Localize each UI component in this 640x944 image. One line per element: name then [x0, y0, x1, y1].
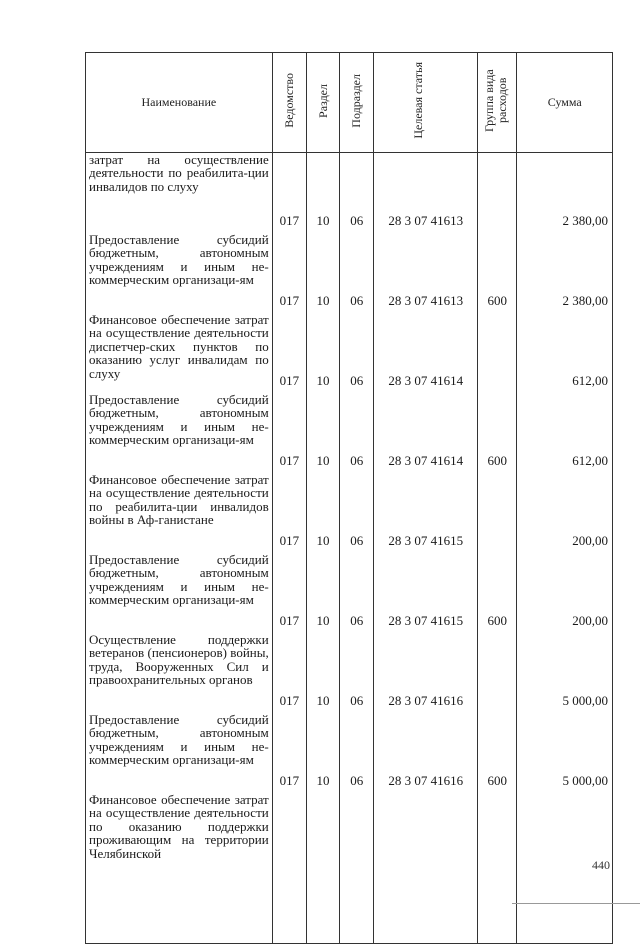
footer-divider: [512, 903, 640, 904]
row-name: Предоставление субсидий бюджетным, автономным учреждениям и иным не-коммерческим организаци-ям: [89, 233, 269, 288]
sum-cell: 5 000,00: [562, 693, 608, 708]
dept-cell: 017: [279, 773, 300, 788]
target-cell: 28 3 07 41613: [388, 213, 464, 228]
subsection-cell: 06: [350, 693, 364, 708]
sum-cell: 612,00: [572, 453, 608, 468]
subsection-cell: 06: [350, 533, 364, 548]
expense-group-cell: [478, 313, 516, 393]
expense-group-cell: [478, 473, 516, 553]
header-dept: Ведомство: [272, 53, 306, 153]
row-name: Осуществление поддержки ветеранов (пенсионеров) войны, труда, Вооруженных Сил и правоохранительных органов: [89, 633, 269, 688]
dept-cell: 017: [279, 373, 300, 388]
sum-cell: 2 380,00: [562, 293, 608, 308]
sum-cell: 2 380,00: [562, 213, 608, 228]
dept-cell: 017: [279, 533, 300, 548]
subsection-cell: 06: [350, 213, 364, 228]
row-name: Предоставление субсидий бюджетным, автономным учреждениям и иным не-коммерческим организаци-ям: [89, 553, 269, 608]
row-name: затрат на осуществление деятельности по реабилита-ции инвалидов по слуху: [89, 153, 269, 194]
target-cell: 28 3 07 41614: [388, 373, 464, 388]
header-section: Раздел: [306, 53, 339, 153]
sum-column: [517, 153, 613, 944]
budget-table: [85, 52, 613, 944]
subsection-cell: 06: [350, 293, 364, 308]
header-sum: Сумма: [517, 53, 613, 153]
row-name: Предоставление субсидий бюджетным, автономным учреждениям и иным не-коммерческим организаци-ям: [89, 393, 269, 448]
dept-cell: 017: [279, 213, 300, 228]
header-target: Целевая статья: [374, 53, 478, 153]
dept-cell: 017: [279, 693, 300, 708]
table-header-row: [86, 53, 613, 153]
row-name: Финансовое обеспечение затрат на осуществление деятельности по оказанию поддержки проживающим на территории Челябинской: [89, 793, 269, 861]
dept-column: [272, 153, 306, 944]
expense-group-cell: [478, 633, 516, 713]
row-name: Финансовое обеспечение затрат на осуществление деятельности диспетчер-ских пунктов по оказанию услуг инвалидам по слуху: [89, 313, 269, 381]
sum-cell: 200,00: [572, 533, 608, 548]
expense-group-column: [478, 153, 517, 944]
subsection-cell: 06: [350, 773, 364, 788]
expense-group-cell: [478, 153, 516, 233]
section-cell: 10: [316, 613, 330, 628]
subsection-cell: 06: [350, 373, 364, 388]
subsection-cell: 06: [350, 613, 364, 628]
target-cell: 28 3 07 41614: [388, 453, 464, 468]
target-cell: 28 3 07 41616: [388, 773, 464, 788]
name-column: [86, 153, 273, 944]
row-name: Финансовое обеспечение затрат на осуществление деятельности по реабилита-ции инвалидов войны в Аф-ганистане: [89, 473, 269, 528]
section-column: [306, 153, 339, 944]
sum-cell: 200,00: [572, 613, 608, 628]
section-cell: 10: [316, 213, 330, 228]
target-column: [374, 153, 478, 944]
expense-group-cell: 600: [487, 293, 508, 308]
dept-cell: 017: [279, 293, 300, 308]
section-cell: 10: [316, 693, 330, 708]
subsection-column: [340, 153, 374, 944]
section-cell: 10: [316, 373, 330, 388]
dept-cell: 017: [279, 613, 300, 628]
header-expense-group: Группа вида расходов: [478, 53, 517, 153]
sum-cell: 612,00: [572, 373, 608, 388]
subsection-cell: 06: [350, 453, 364, 468]
target-cell: 28 3 07 41615: [388, 613, 464, 628]
section-cell: 10: [316, 533, 330, 548]
expense-group-cell: 600: [487, 773, 508, 788]
header-subsection: Подраздел: [340, 53, 374, 153]
dept-cell: 017: [279, 453, 300, 468]
section-cell: 10: [316, 293, 330, 308]
expense-group-cell: 600: [487, 613, 508, 628]
header-name: Наименование: [86, 53, 273, 153]
sum-cell: 5 000,00: [562, 773, 608, 788]
table-body-row: [86, 153, 613, 944]
section-cell: 10: [316, 453, 330, 468]
target-cell: 28 3 07 41616: [388, 693, 464, 708]
page-number: 440: [592, 858, 610, 872]
target-cell: 28 3 07 41615: [388, 533, 464, 548]
row-name: Предоставление субсидий бюджетным, автономным учреждениям и иным не-коммерческим организаци-ям: [89, 713, 269, 768]
section-cell: 10: [316, 773, 330, 788]
target-cell: 28 3 07 41613: [388, 293, 464, 308]
expense-group-cell: 600: [487, 453, 508, 468]
